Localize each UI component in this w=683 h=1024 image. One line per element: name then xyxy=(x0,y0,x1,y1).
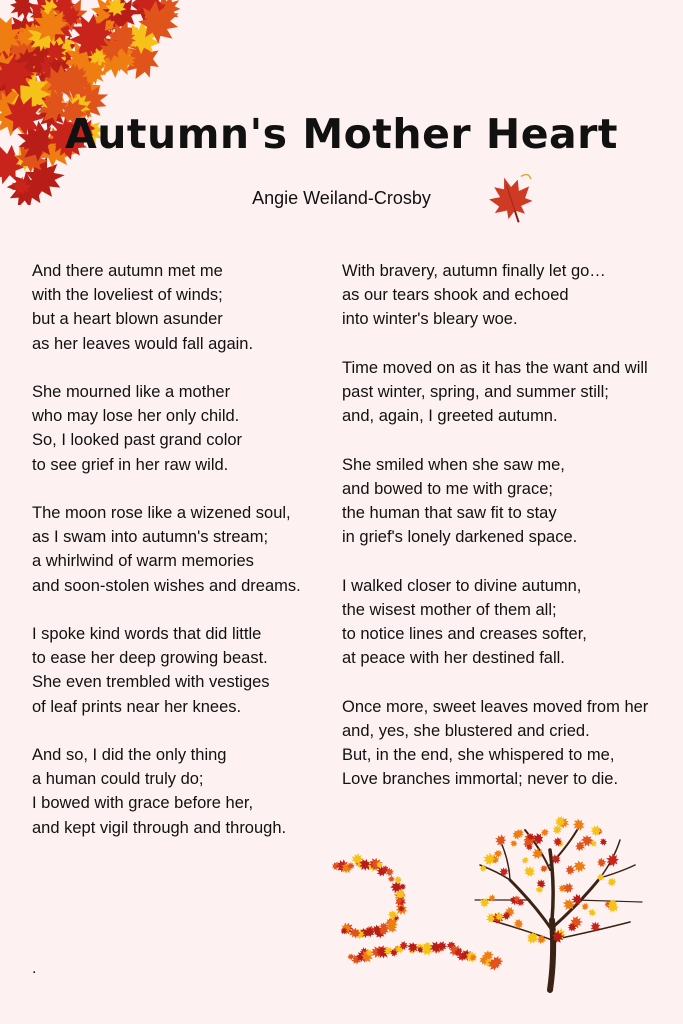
tree-leaf-icon xyxy=(540,827,551,838)
poem-line: Once more, sweet leaves moved from her xyxy=(342,697,649,716)
maple-leaf-icon xyxy=(486,174,536,226)
tree-leaf-icon xyxy=(487,893,496,902)
poem-title: Autumn's Mother Heart xyxy=(64,110,618,158)
poem-line: but a heart blown asunder xyxy=(32,310,223,329)
stanza xyxy=(32,501,332,598)
poem-line: She mourned like a mother xyxy=(32,383,231,401)
poem-line: to notice lines and creases softer, xyxy=(342,625,587,643)
poem-line: as I swam into autumn's stream; xyxy=(32,528,269,547)
tree-leaf-icon xyxy=(586,907,597,918)
poem-line: as her leaves would fall again. xyxy=(32,334,254,353)
poem-line: I spoke kind words that did little xyxy=(32,625,262,643)
stanza xyxy=(32,622,332,719)
tree-leaf-icon xyxy=(481,851,497,867)
poem-left-column xyxy=(32,259,332,864)
tree-leaf-icon xyxy=(604,852,620,868)
poem-line: of leaf prints near her knees. xyxy=(32,697,242,716)
poem-line: and, yes, she blustered and cried. xyxy=(342,721,590,740)
poem-line: With bravery, autumn finally let go… xyxy=(342,262,606,280)
poem-line: as our tears shook and echoed xyxy=(342,286,569,305)
stanza xyxy=(32,380,332,477)
poem-line: and, again, I greeted autumn. xyxy=(342,407,558,426)
stanza xyxy=(342,453,677,550)
stanza xyxy=(342,574,677,671)
poem-line: the human that saw fit to stay xyxy=(342,504,557,522)
poem-line: So, I looked past grand color xyxy=(32,431,243,450)
poem-line: into winter's bleary woe. xyxy=(342,310,518,329)
tree-leaf-icon xyxy=(522,863,538,879)
poem-line: a whirlwind of warm memories xyxy=(32,552,254,571)
tree-leaf-icon xyxy=(580,901,590,911)
stanza xyxy=(342,356,677,429)
poem-line: who may lose her only child. xyxy=(32,407,240,426)
tree-leaf-icon xyxy=(520,855,530,865)
tree-leaf-icon xyxy=(532,833,544,845)
poem-line: And so, I did the only thing xyxy=(32,746,227,764)
poem-line: at peace with her destined fall. xyxy=(342,649,565,668)
poem-line: to ease her deep growing beast. xyxy=(32,649,268,668)
tree-branch xyxy=(550,850,553,920)
poem-line: a human could truly do; xyxy=(32,770,204,789)
poem-line: and bowed to me with grace; xyxy=(342,479,553,498)
tree-leaf-icon xyxy=(598,837,608,847)
tree-leaf-icon xyxy=(509,839,519,849)
poem-line: I bowed with grace before her, xyxy=(32,794,254,813)
poem-line: to see grief in her raw wild. xyxy=(32,455,229,474)
falling-leaf-icon xyxy=(394,875,404,885)
maple-leaf-cluster xyxy=(0,0,205,205)
tree-leaf-icon xyxy=(605,875,618,887)
stanza xyxy=(342,695,677,792)
poem-line: in grief's lonely darkened space. xyxy=(342,528,578,547)
poem-line: She smiled when she saw me, xyxy=(342,455,565,474)
tree-leaf-icon xyxy=(493,833,508,848)
tree-leaf-icon xyxy=(596,857,607,869)
poem-line: I walked closer to divine autumn, xyxy=(342,576,582,595)
poem-line: past winter, spring, and summer still; xyxy=(342,383,609,401)
autumn-tree xyxy=(470,810,645,995)
poem-line: and soon-stolen wishes and dreams. xyxy=(32,576,301,595)
tree-leaf-icon xyxy=(572,860,587,874)
poem-line: But, in the end, she whispered to me, xyxy=(342,746,615,764)
poem-line: And there autumn met me xyxy=(32,262,223,280)
poem-line: The moon rose like a wizened soul, xyxy=(32,504,291,522)
stanza xyxy=(342,259,677,332)
poem-line: She even trembled with vestiges xyxy=(32,673,270,692)
poem-line: with the loveliest of winds; xyxy=(32,286,223,305)
tree-leaf-icon xyxy=(570,817,587,834)
stanza xyxy=(32,259,332,356)
poem-right-column xyxy=(342,259,677,816)
footnote-mark: . xyxy=(32,960,37,977)
poem-line: Love branches immortal; never to die. xyxy=(342,770,619,789)
poem-author: Angie Weiland-Crosby xyxy=(252,188,431,208)
tree-branch xyxy=(575,900,642,902)
poem-line: Time moved on as it has the want and will xyxy=(342,358,648,377)
stanza xyxy=(32,743,332,840)
poem-line: the wisest mother of them all; xyxy=(342,600,557,619)
poem-line: and kept vigil through and through. xyxy=(32,818,287,837)
